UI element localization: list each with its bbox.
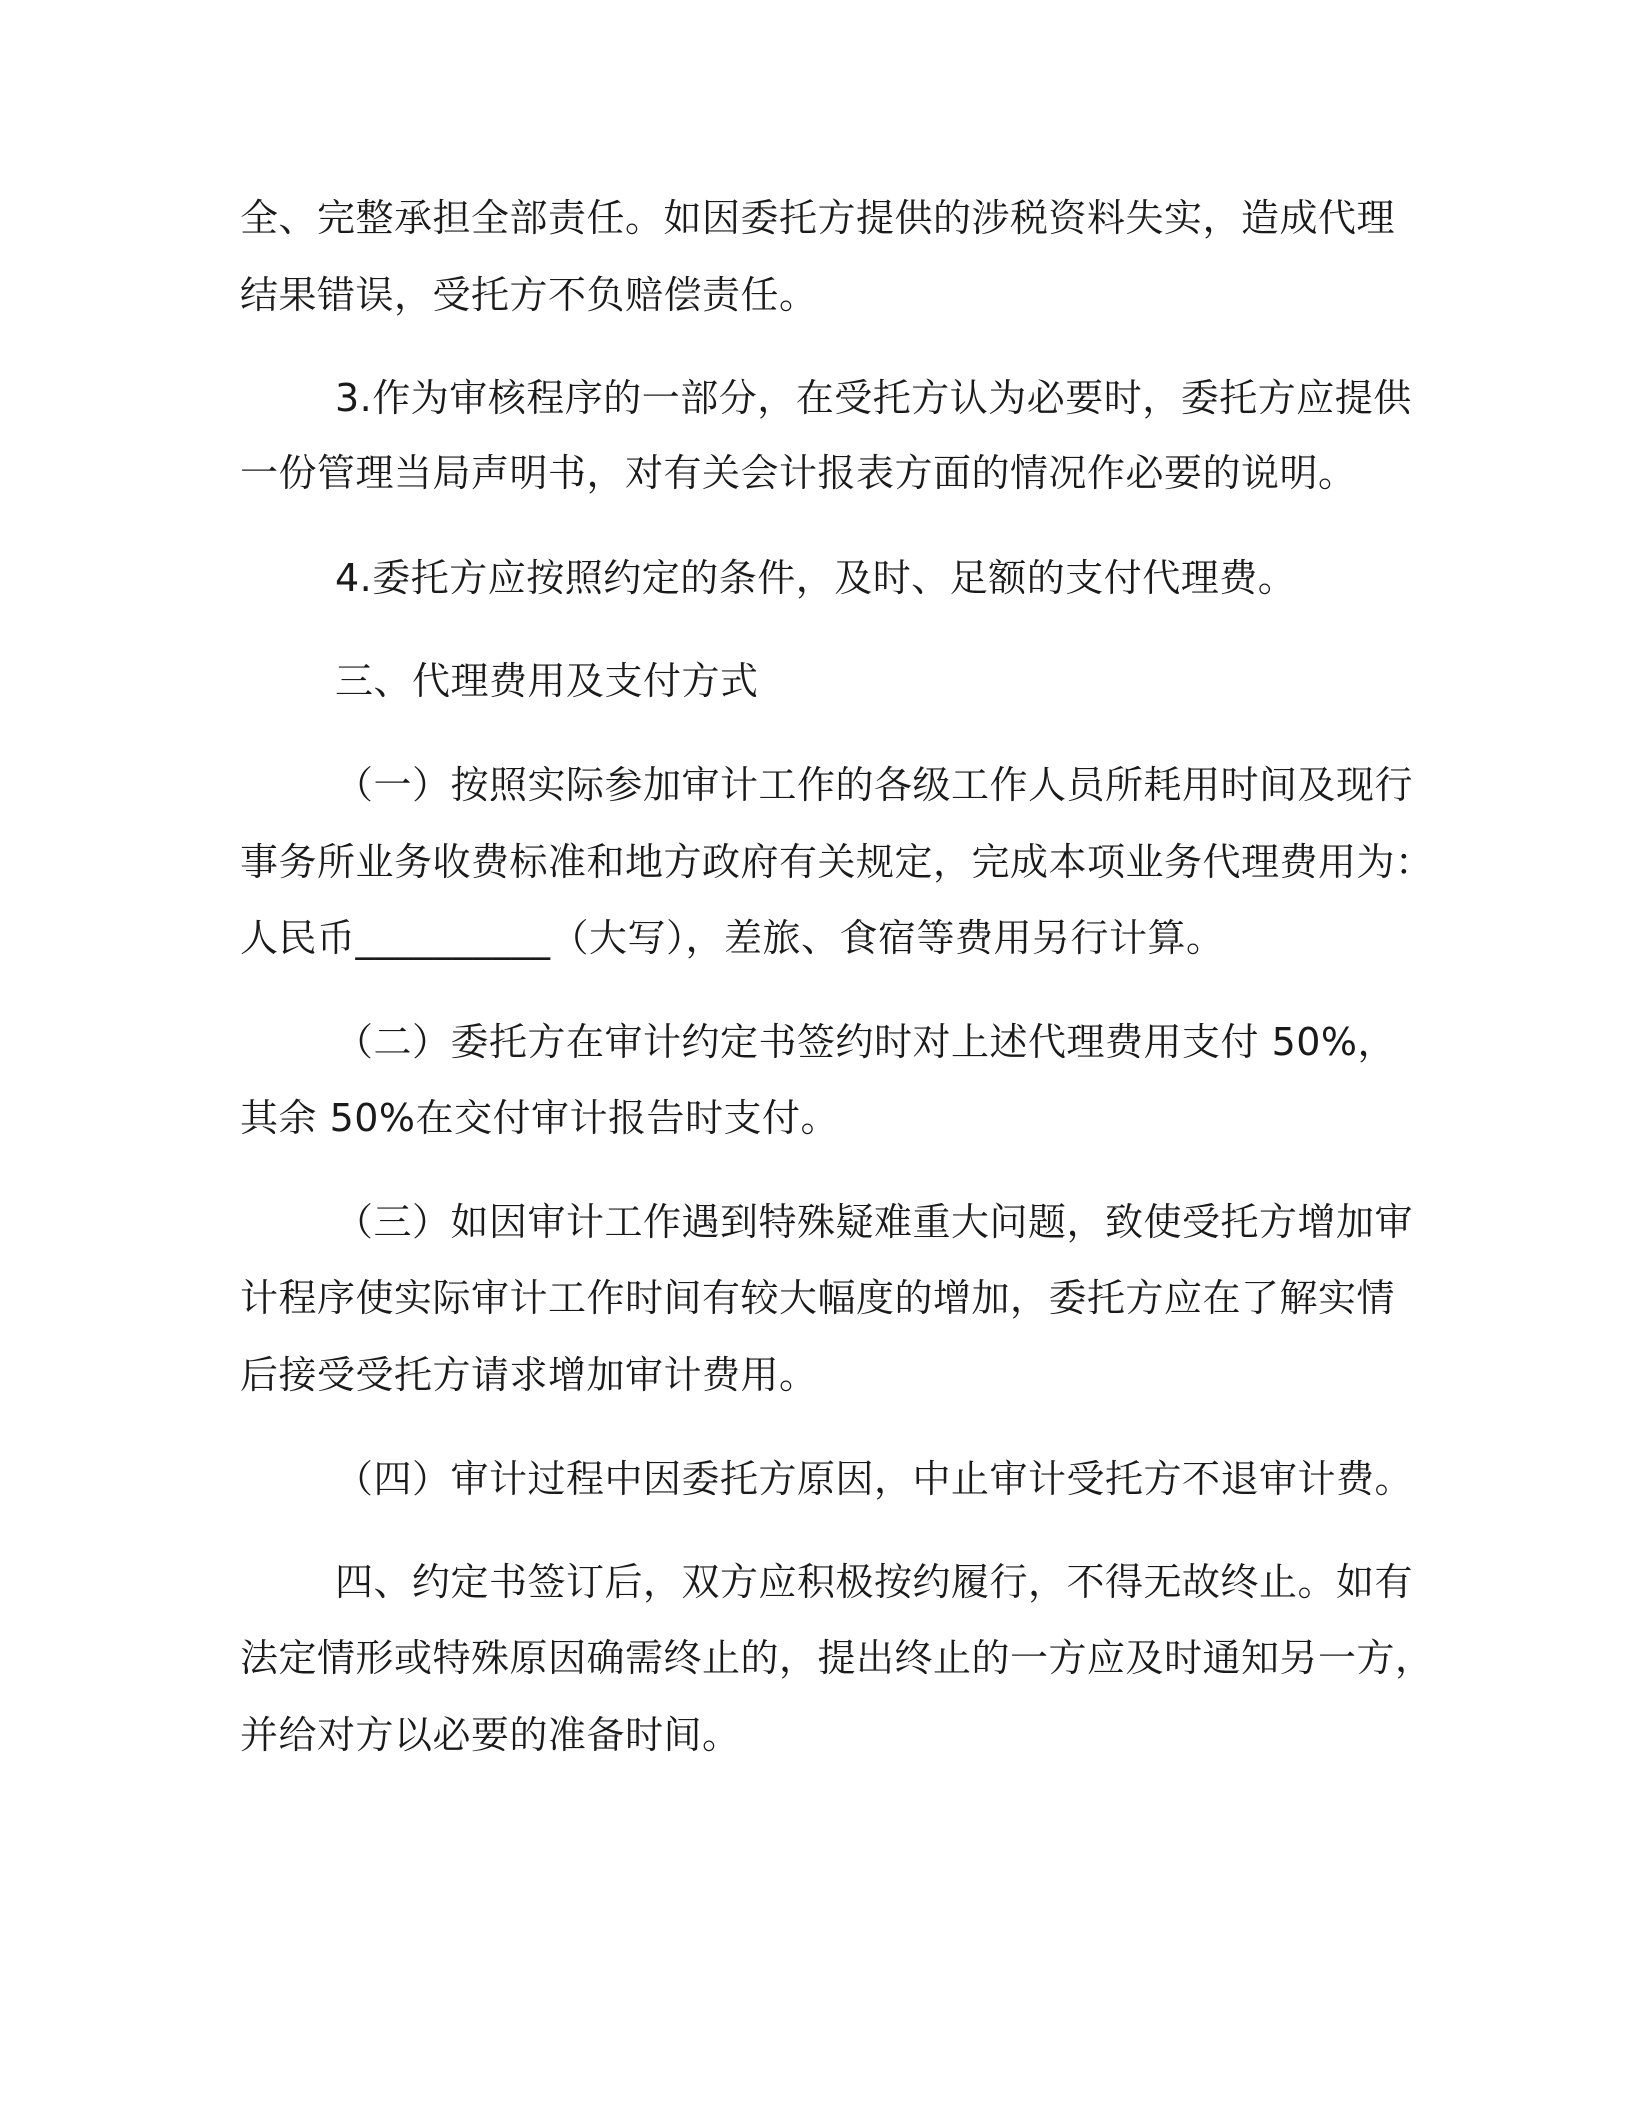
text-line: 计程序使实际审计工作时间有较大幅度的增加，委托方应在了解实情 — [240, 1276, 1396, 1320]
text-line: 并给对方以必要的准备时间。 — [240, 1713, 741, 1757]
text-line: 后接受受托方请求增加审计费用。 — [240, 1353, 818, 1397]
text-line: （三）如因审计工作遇到特殊疑难重大问题，致使受托方增加审 — [335, 1200, 1414, 1244]
text-line: 四、约定书签订后，双方应积极按约履行，不得无故终止。如有 — [335, 1560, 1414, 1604]
text-line: 全、完整承担全部责任。如因委托方提供的涉税资料失实，造成代理 — [240, 196, 1396, 240]
text-line: 3.作为审核程序的一部分，在受托方认为必要时，委托方应提供 — [335, 376, 1412, 420]
text-line: 4.委托方应按照约定的条件，及时、足额的支付代理费。 — [335, 556, 1297, 600]
text-line: 事务所业务收费标准和地方政府有关规定，完成本项业务代理费用为： — [240, 840, 1434, 884]
text-line: （一）按照实际参加审计工作的各级工作人员所耗用时间及现行 — [335, 763, 1414, 807]
text-line: 一份管理当局声明书，对有关会计报表方面的情况作必要的说明。 — [240, 451, 1357, 495]
text-line: 法定情形或特殊原因确需终止的，提出终止的一方应及时通知另一方， — [240, 1636, 1434, 1680]
text-line: 人民币__________（大写），差旅、食宿等费用另行计算。 — [240, 916, 1225, 960]
text-line: （二）委托方在审计约定书签约时对上述代理费用支付 50%， — [335, 1020, 1397, 1064]
section-heading: 三、代理费用及支付方式 — [335, 659, 759, 703]
text-line: （四）审计过程中因委托方原因，中止审计受托方不退审计费。 — [335, 1457, 1414, 1501]
text-line: 其余 50%在交付审计报告时支付。 — [240, 1096, 840, 1140]
text-line: 结果错误，受托方不负赔偿责任。 — [240, 273, 818, 317]
